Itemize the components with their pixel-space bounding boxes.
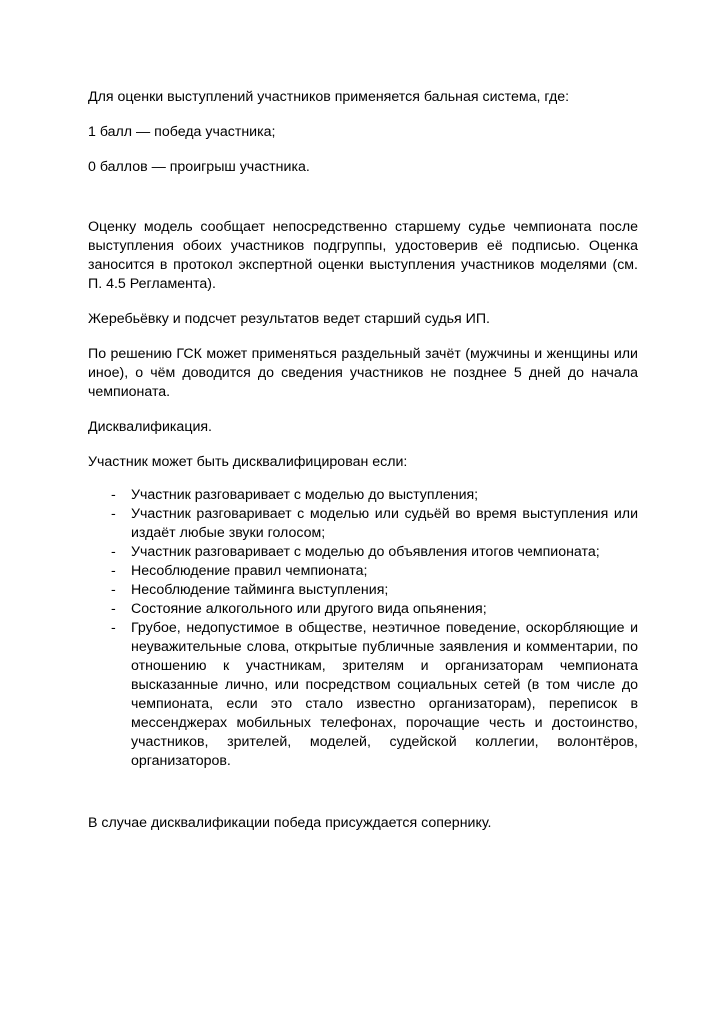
score-loss-line: 0 баллов — проигрыш участника.	[88, 159, 310, 175]
list-item	[88, 562, 638, 581]
document-body	[88, 88, 638, 833]
disqualification-rules-list	[88, 486, 638, 771]
list-item	[88, 486, 638, 505]
bullet-dash: -	[111, 487, 116, 503]
list-item	[88, 619, 638, 771]
bullet-dash: -	[111, 506, 116, 522]
disqualification-heading: Дисквалификация.	[88, 419, 212, 435]
rule-text: Несоблюдение правил чемпионата;	[131, 563, 368, 579]
bullet-dash: -	[111, 620, 116, 636]
assessment-paragraph: Оценку модель сообщает непосредственно старшему судье чемпионата после выступления обоих участников подгруппы, удостоверив её подписью. Оценка заносится в протокол экспертной оценки выступления участников моделями (см. П. 4.5 Регламента).	[88, 219, 638, 292]
bullet-dash: -	[111, 563, 116, 579]
list-item	[88, 581, 638, 600]
final-note: В случае дисквалификации победа присуждается сопернику.	[88, 815, 492, 831]
rule-text: Участник разговаривает с моделью или судьёй во время выступления или издаёт любые звуки голосом;	[131, 506, 638, 541]
bullet-dash: -	[111, 544, 116, 560]
draw-paragraph: Жеребьёвку и подсчет результатов ведет старший судья ИП.	[88, 311, 490, 327]
rule-text: Несоблюдение тайминга выступления;	[131, 582, 389, 598]
list-item	[88, 505, 638, 543]
rule-text: Состояние алкогольного или другого вида опьянения;	[131, 601, 487, 617]
scoring-intro: Для оценки выступлений участников применяется бальная система, где:	[88, 89, 570, 105]
bullet-dash: -	[111, 601, 116, 617]
score-win-line: 1 балл — победа участника;	[88, 124, 276, 140]
rule-text: Участник разговаривает с моделью до объявления итогов чемпионата;	[131, 544, 600, 560]
separate-scoring-paragraph: По решению ГСК может применяться раздельный зачёт (мужчины и женщины или иное), о чём доводится до сведения участников не позднее 5 дней до начала чемпионата.	[88, 346, 638, 400]
disqualification-intro: Участник может быть дисквалифицирован если:	[88, 454, 408, 470]
rule-text: Грубое, недопустимое в обществе, неэтичное поведение, оскорбляющие и неуважительные слова, открытые публичные заявления и комментарии, по отношению к участникам, зрителям и организаторам чемпионата высказанные лично, или посредством социальных сетей (в том числе до чемпионата, если это стало известно организаторам), переписок в мессенджерах мобильных телефонах, порочащие честь и достоинство, участников, зрителей, моделей, судейской коллегии, волонтёров, организаторов.	[131, 620, 638, 769]
list-item	[88, 543, 638, 562]
list-item	[88, 600, 638, 619]
bullet-dash: -	[111, 582, 116, 598]
rule-text: Участник разговаривает с моделью до выступления;	[131, 487, 479, 503]
